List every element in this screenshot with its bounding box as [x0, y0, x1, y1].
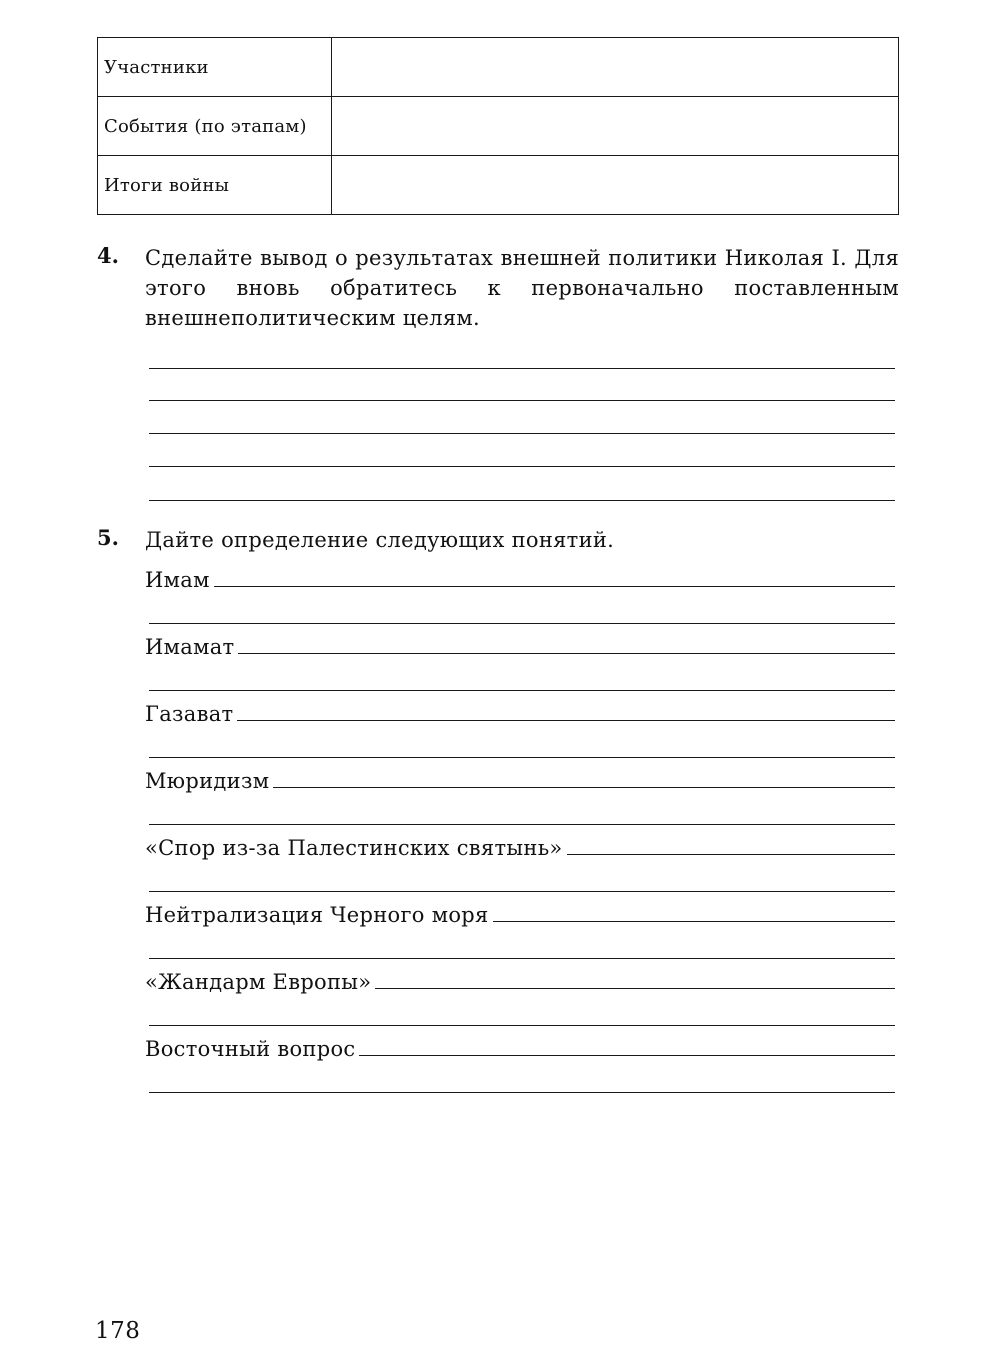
table-row [98, 97, 899, 156]
table-row [98, 156, 899, 215]
answer-line[interactable] [149, 368, 895, 369]
term-label: Имам [145, 568, 210, 592]
term-answer-line[interactable] [237, 719, 895, 721]
table-answer-cell[interactable] [332, 97, 899, 156]
task-5 [97, 525, 899, 555]
table-row [98, 38, 899, 97]
table-row-label: События (по этапам) [98, 97, 332, 156]
table-row-label: Итоги войны [98, 156, 332, 215]
term-answer-line[interactable] [493, 920, 895, 922]
table-row-label: Участники [98, 38, 332, 97]
answer-line[interactable] [149, 500, 895, 501]
answer-line[interactable] [149, 466, 895, 467]
term-label: Восточный вопрос [145, 1037, 356, 1061]
answer-line[interactable] [149, 690, 895, 691]
answer-line[interactable] [149, 623, 895, 624]
term-row [145, 1031, 895, 1061]
term-label: Нейтрализация Черного моря [145, 903, 489, 927]
answer-line[interactable] [149, 1025, 895, 1026]
term-row [145, 562, 895, 592]
term-row [145, 897, 895, 927]
term-row [145, 763, 895, 793]
task-prompt: Дайте определение следующих понятий. [145, 528, 615, 552]
task-number: 4. [97, 243, 119, 268]
term-answer-line[interactable] [238, 652, 895, 654]
answer-line[interactable] [149, 958, 895, 959]
term-label: Имамат [145, 635, 235, 659]
term-label: Мюридизм [145, 769, 270, 793]
term-answer-line[interactable] [359, 1054, 895, 1056]
table-answer-cell[interactable] [332, 38, 899, 97]
answer-line[interactable] [149, 824, 895, 825]
answer-line[interactable] [149, 757, 895, 758]
answer-line[interactable] [149, 1092, 895, 1093]
task-number: 5. [97, 525, 119, 550]
term-answer-line[interactable] [375, 987, 895, 989]
term-answer-line[interactable] [567, 853, 895, 855]
term-answer-line[interactable] [273, 786, 895, 788]
term-label: «Жандарм Европы» [145, 970, 372, 994]
task-prompt: Сделайте вывод о результатах внешней политики Николая I. Для этого вновь обратитесь к первоначально поставленным внешнеполитическим целям. [145, 246, 899, 330]
answer-line[interactable] [149, 433, 895, 434]
page-number: 178 [95, 1318, 141, 1344]
answer-line[interactable] [149, 891, 895, 892]
answer-line[interactable] [149, 400, 895, 401]
term-label: «Спор из-за Палестинских святынь» [145, 836, 563, 860]
term-label: Газават [145, 702, 234, 726]
term-row [145, 964, 895, 994]
table-answer-cell[interactable] [332, 156, 899, 215]
task-4 [97, 243, 899, 333]
term-row [145, 830, 895, 860]
war-summary-table [97, 37, 899, 215]
term-answer-line[interactable] [214, 585, 895, 587]
term-row [145, 696, 895, 726]
term-row [145, 629, 895, 659]
